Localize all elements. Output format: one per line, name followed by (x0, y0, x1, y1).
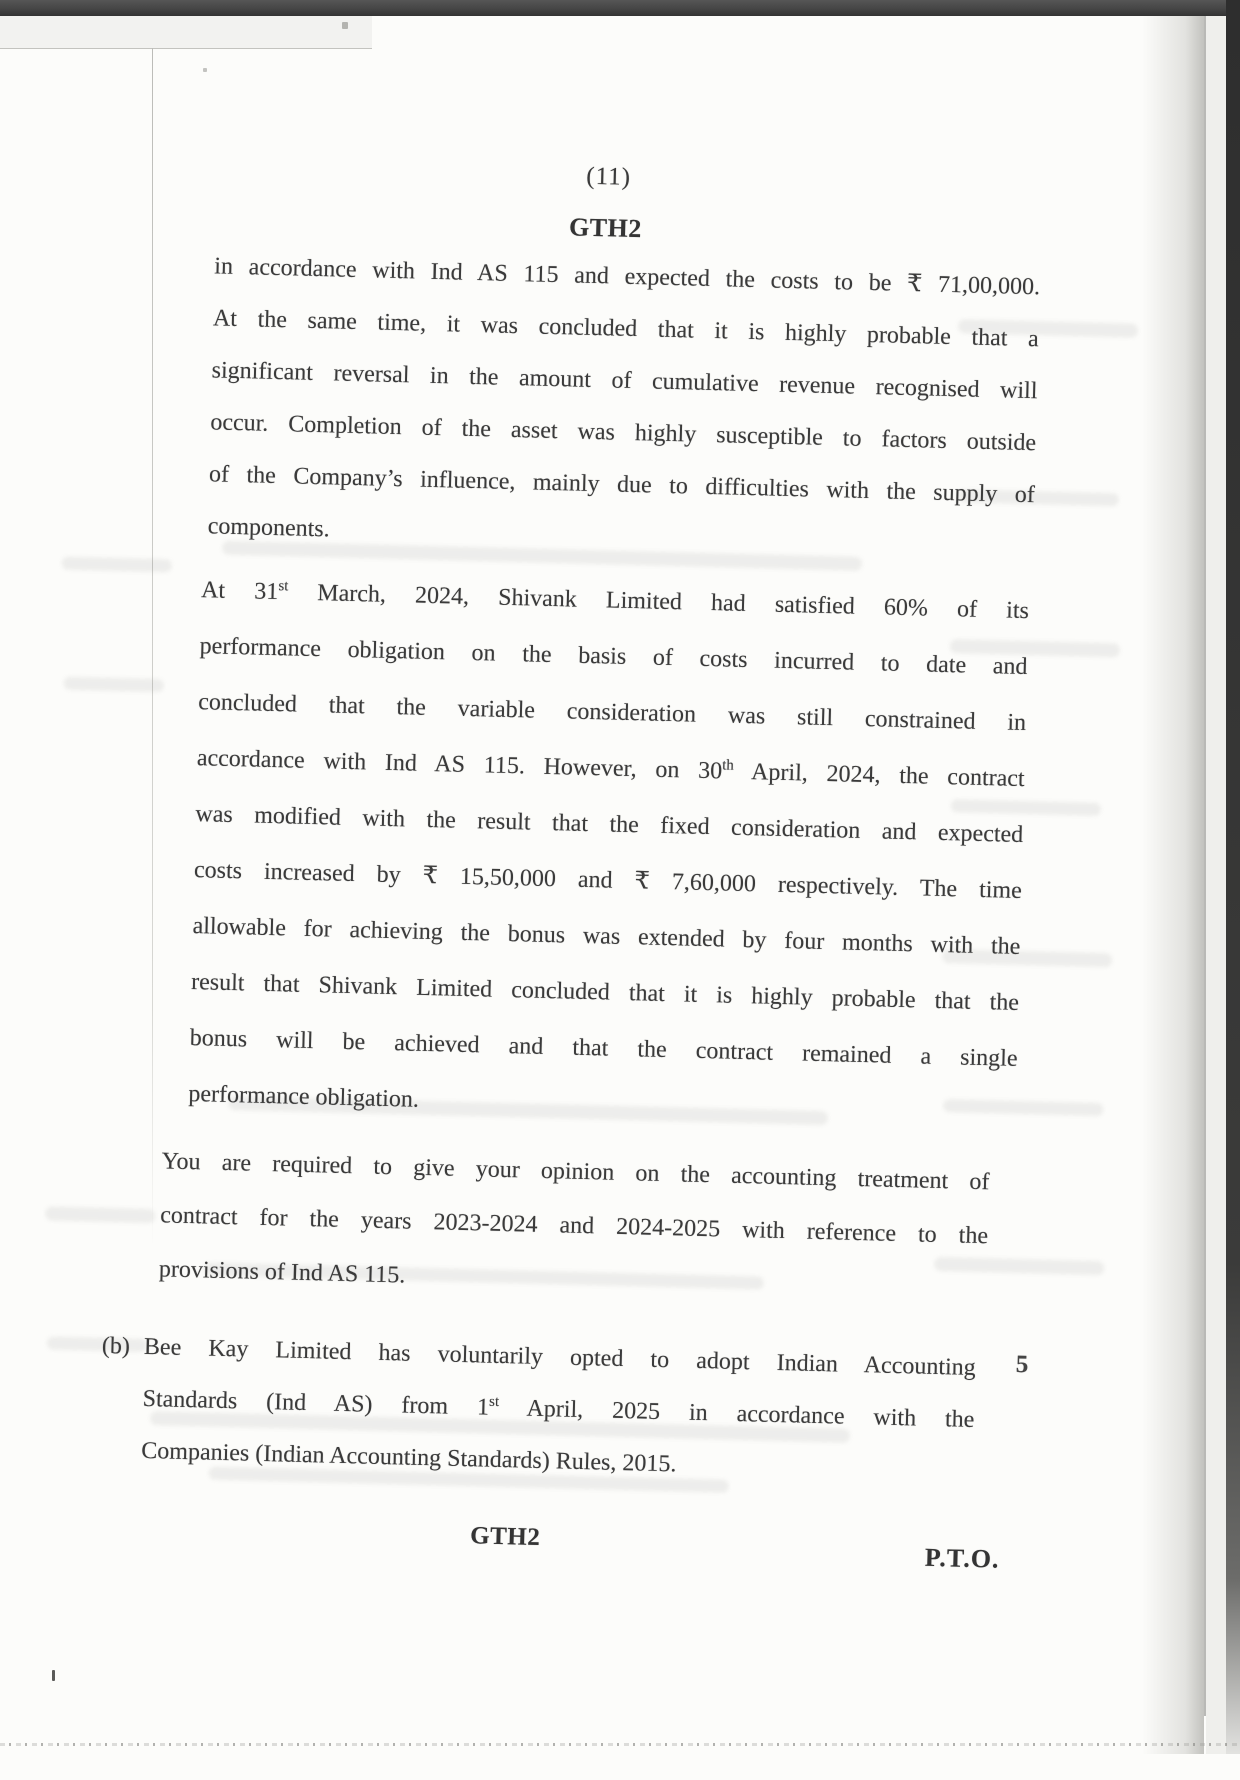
question-b-marks: 5 (1015, 1351, 1029, 1379)
bleed-through-artifact (45, 1206, 155, 1223)
bleed-through-artifact (62, 557, 172, 573)
pto-label: P.T.O. (924, 1542, 1000, 1574)
bleed-through-artifact (47, 1336, 147, 1352)
question-b-paragraph: Bee Kay Limited has voluntarily opted to adopt Indian Accounting Standards (Ind AS) from 1st April, 2025 in accordance with the Companies (Indian Accounting Standards) Rules, 2015. (141, 1333, 977, 1478)
question-a-continuation-paragraph: in accordance with Ind AS 115 and expected the costs to be ₹ 71,00,000. At the same time, it was concluded that it is highly probable that a significant reversal in the amount of cumulative revenue recognised will occur. Completion of the asset was highly susceptible to factors outside of the Company’s influence, mainly due to difficulties with the supply of components. (207, 253, 1041, 543)
question-a-requirement-paragraph: You are required to give your opinion on the accounting treatment of contract for the years 2023-2024 and 2024-2025 with reference to the provisions of Ind AS 115. (158, 1148, 990, 1289)
header-paper-code: GTH2 (568, 212, 643, 244)
footer-paper-code: GTH2 (469, 1522, 541, 1552)
question-a-facts-paragraph: At 31st March, 2024, Shivank Limited had satisfied 60% of its performance obligation on the basis of costs incurred to date and concluded that the variable consideration was still constrained in accordance with Ind AS 115. However, on 30th April, 2024, the contract was modified with the result that the fixed consideration and expected costs increased by ₹ 15,50,000 and ₹ 7,60,000 respectively. The time allowable for achieving the bonus was extended by four months with the result that Shivank Limited concluded that it is highly probable that the bonus will be achieved and that the contract remained a single performance obligation. (188, 577, 1030, 1113)
question-b-label: (b) (101, 1332, 131, 1360)
page-number: (11) (586, 162, 632, 191)
bleed-through-artifact (64, 677, 164, 693)
